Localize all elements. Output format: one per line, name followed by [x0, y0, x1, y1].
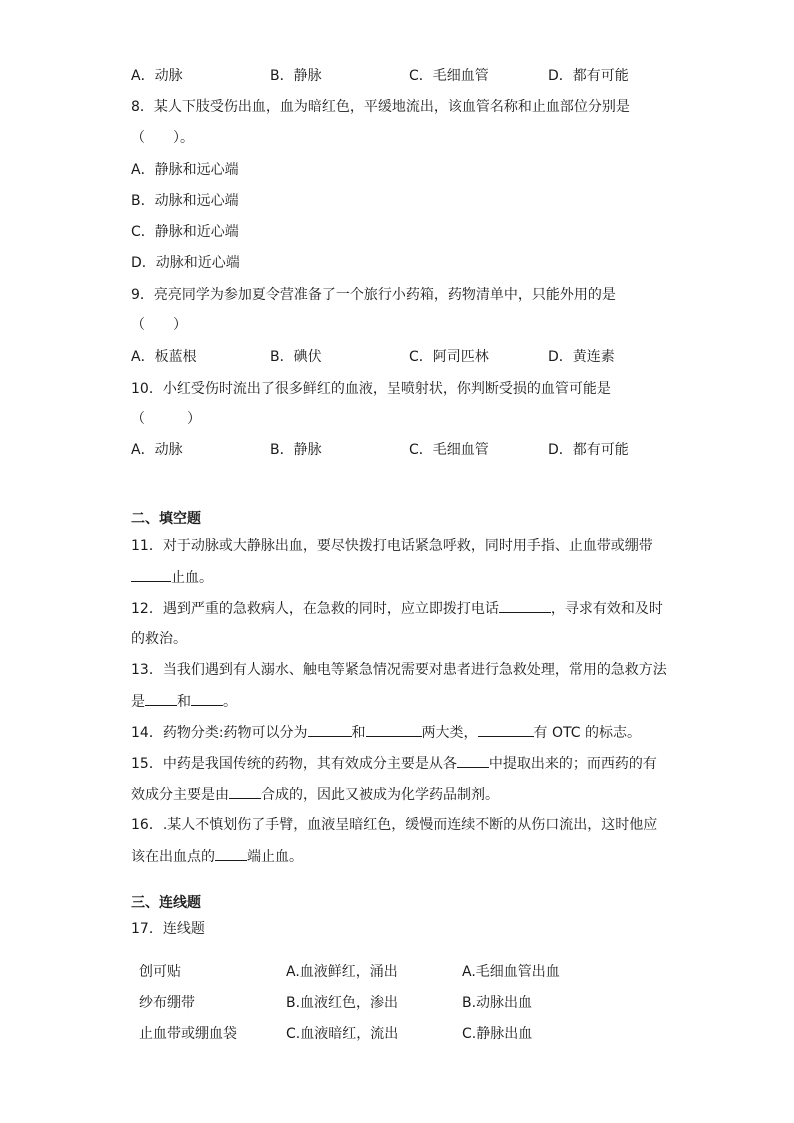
symptom-col-row-1[interactable]: A.血液鲜红，涌出: [286, 964, 398, 980]
q9-option-a: A．板蓝根: [131, 349, 197, 365]
q7-option-d: D．都有可能: [548, 68, 629, 84]
q15-line2: 效成分主要是由 合成的，因此又被成为化学药品制剂。: [131, 784, 499, 805]
q8-option-b: B．动脉和远心端: [131, 193, 239, 209]
q13-blank-1[interactable]: [145, 691, 177, 706]
item-col-row-1[interactable]: 创可贴: [139, 964, 181, 980]
section-3-title: 三、连线题: [131, 895, 201, 911]
q13-line1: 13．当我们遇到有人溺水、触电等紧急情况需要对患者进行急救处理，常用的急救方法: [131, 662, 667, 678]
item-col-row-3[interactable]: 止血带或绷血袋: [139, 1026, 237, 1042]
q12-line1: 12．遇到严重的急救病人，在急救的同时，应立即拨打电话 ，寻求有效和及时: [131, 598, 663, 619]
q10-option-a: A．动脉: [131, 442, 183, 458]
symptom-col-row-3[interactable]: C.血液暗红，流出: [286, 1026, 399, 1042]
q9-option-d: D．黄连素: [548, 349, 615, 365]
q10-option-b: B．静脉: [270, 442, 322, 458]
q11-line2: 止血。: [131, 567, 213, 588]
q8-stem: 8．某人下肢受伤出血，血为暗红色，平缓地流出，该血管名称和止血部位分别是: [131, 99, 630, 115]
q16-line2: 该在出血点的 端止血。: [131, 846, 303, 867]
q11-blank[interactable]: [131, 567, 171, 582]
q12-line2: 的救治。: [131, 631, 187, 647]
q15-blank-1[interactable]: [457, 753, 489, 768]
type-col-row-1[interactable]: A.毛细血管出血: [462, 964, 560, 980]
q11-line1: 11．对于动脉或大静脉出血，要尽快拨打电话紧急呼救，同时用手指、止血带或绷带: [131, 538, 653, 554]
section-2-title: 二、填空题: [131, 511, 201, 527]
q15-line1: 15．中药是我国传统的药物，其有效成分主要是从各 中提取出来的；而西药的有: [131, 753, 657, 774]
q8-option-a: A．静脉和远心端: [131, 162, 239, 178]
item-col-row-2[interactable]: 纱布绷带: [139, 995, 195, 1011]
q14-blank-3[interactable]: [478, 722, 534, 737]
q10-option-c: C．毛细血管: [409, 442, 489, 458]
q14-line: 14．药物分类:药物可以分为 和 两大类， 有 OTC 的标志。: [131, 722, 641, 743]
q8-paren: （ ）。: [131, 130, 194, 146]
q10-stem: 10．小红受伤时流出了很多鲜红的血液，呈喷射状，你判断受损的血管可能是: [131, 381, 611, 397]
q13-blank-2[interactable]: [191, 691, 223, 706]
q16-line1: 16．.某人不慎划伤了手臂，血液呈暗红色，缓慢而连续不断的从伤口流出，这时他应: [131, 817, 658, 833]
type-col-row-2[interactable]: B.动脉出血: [462, 995, 533, 1011]
q7-option-c: C．毛细血管: [409, 68, 489, 84]
q14-blank-1[interactable]: [308, 722, 352, 737]
q9-paren: （ ）: [131, 317, 187, 333]
q9-option-c: C．阿司匹林: [409, 349, 489, 365]
q9-stem: 9．亮亮同学为参加夏令营准备了一个旅行小药箱，药物清单中，只能外用的是: [131, 287, 616, 303]
symptom-col-row-2[interactable]: B.血液红色，渗出: [286, 995, 399, 1011]
q13-line2: 是 和 。: [131, 691, 237, 712]
q7-option-b: B．静脉: [270, 68, 322, 84]
q17-stem: 17．连线题: [131, 921, 205, 937]
q9-option-b: B．碘伏: [270, 349, 322, 365]
q8-option-c: C．静脉和近心端: [131, 224, 239, 240]
q8-option-d: D．动脉和近心端: [131, 255, 240, 271]
q7-option-a: A．动脉: [131, 68, 183, 84]
q10-paren: （ ）: [131, 411, 201, 427]
q15-blank-2[interactable]: [229, 784, 261, 799]
q12-blank[interactable]: [499, 598, 551, 613]
q10-option-d: D．都有可能: [548, 442, 629, 458]
q14-blank-2[interactable]: [366, 722, 422, 737]
type-col-row-3[interactable]: C.静脉出血: [462, 1026, 533, 1042]
q16-blank[interactable]: [215, 846, 247, 861]
